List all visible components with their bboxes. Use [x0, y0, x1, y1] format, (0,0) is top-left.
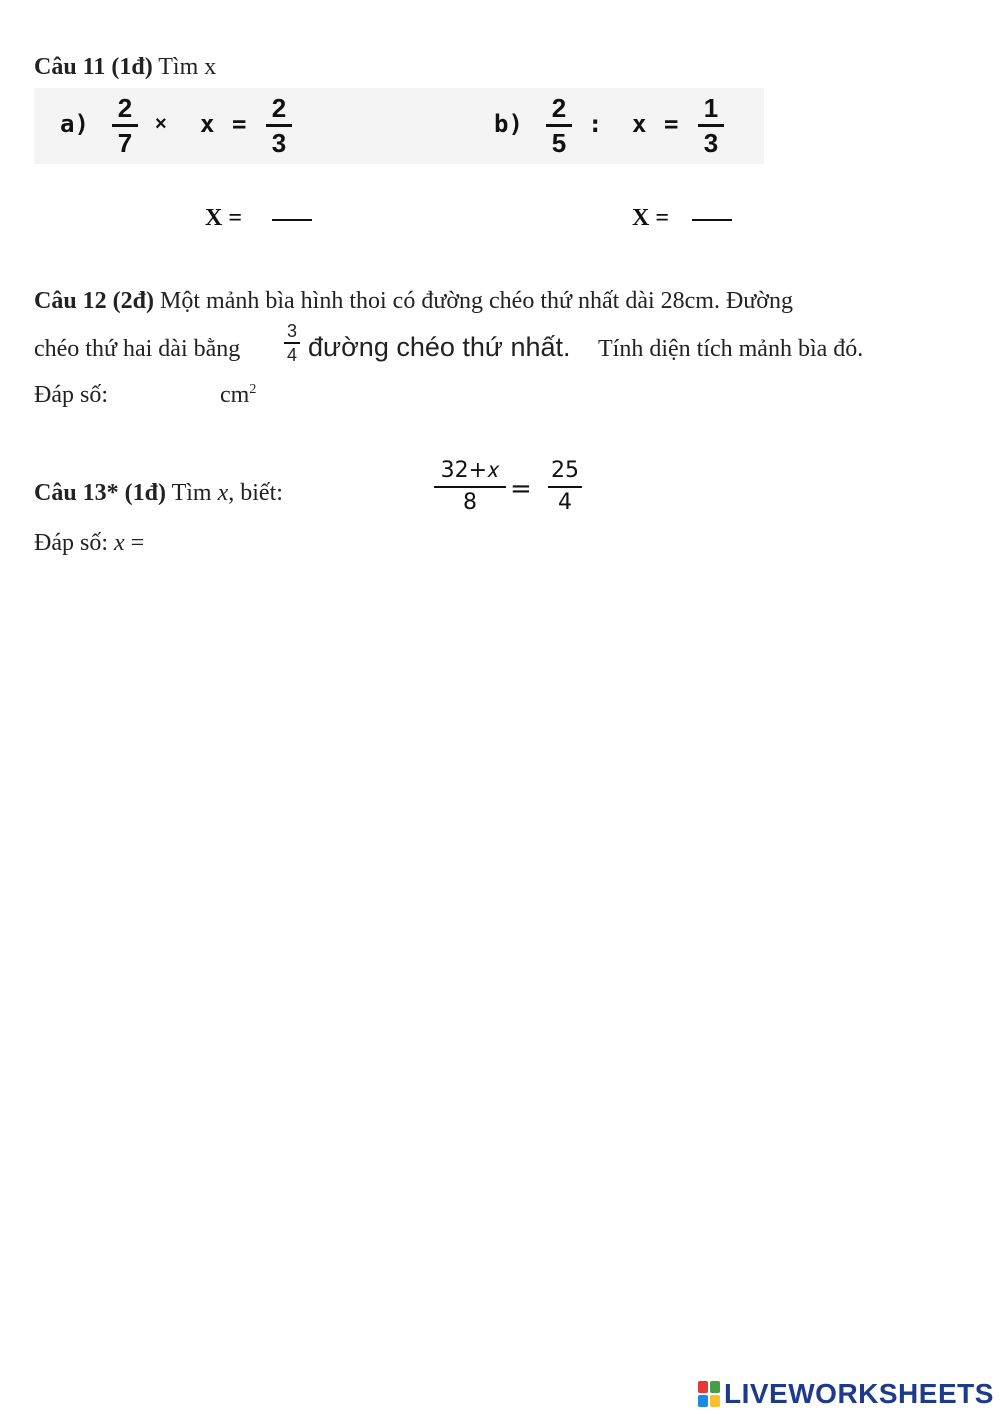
part-a-fraction-2 — [266, 95, 292, 156]
question-13-answer-variable: x — [114, 530, 125, 556]
question-12-unit — [220, 382, 256, 409]
question-11-equations-band — [34, 88, 764, 164]
fraction-numerator: 1 — [703, 93, 719, 123]
question-13-variable: x — [217, 480, 229, 506]
part-b-equals: = — [664, 110, 679, 138]
liveworksheets-logo — [698, 1378, 994, 1410]
fraction-numerator: 32+𝑥 — [440, 458, 500, 483]
equation-right-fraction — [548, 460, 582, 514]
divide-sign: : — [588, 110, 603, 138]
fraction-numerator: 25 — [551, 458, 579, 483]
fraction-numerator: 3 — [286, 321, 297, 341]
unit-text: cm — [220, 382, 250, 408]
question-12-text-1: Một mảnh bìa hình thoi có đường chéo thứ nhất dài 28cm. Đường — [160, 288, 793, 314]
fraction-bar — [434, 486, 506, 488]
liveworksheets-mark-icon — [698, 1381, 720, 1407]
question-12-line-2-end: Tính diện tích mảnh bìa đó. — [598, 336, 864, 362]
question-12-fraction — [284, 322, 300, 364]
question-13-text-2: , biết: — [228, 480, 283, 506]
fraction-bar — [548, 486, 582, 488]
fraction-numerator: 2 — [271, 93, 287, 123]
question-11-number: Câu 11 (1đ) — [34, 54, 153, 80]
part-a-equals: = — [232, 110, 247, 138]
fraction-bar — [284, 342, 300, 344]
question-11-text: Tìm x — [158, 54, 217, 80]
question-13-number: Câu 13* (1đ) — [34, 480, 167, 506]
fraction-denominator: 7 — [117, 127, 133, 158]
question-12-line-2-start: chéo thứ hai dài bằng — [34, 336, 241, 362]
question-12-number: Câu 12 (2đ) — [34, 288, 155, 314]
fraction-denominator: 4 — [558, 490, 572, 515]
part-b-variable: x — [632, 110, 647, 138]
question-13-answer-label: Đáp số: — [34, 530, 108, 556]
fraction-denominator: 8 — [463, 490, 477, 515]
part-a-fraction-1 — [112, 95, 138, 156]
question-12-line-1 — [34, 288, 793, 315]
fraction-denominator: 5 — [551, 127, 567, 158]
question-13-answer-input[interactable] — [172, 528, 262, 558]
fraction-numerator: 2 — [117, 93, 133, 123]
equation-equals: = — [510, 474, 532, 504]
fraction-denominator: 3 — [703, 127, 719, 158]
part-a-label: a) — [60, 110, 89, 138]
fraction-bar — [546, 124, 572, 127]
answer-b-fraction-blank[interactable] — [692, 219, 732, 221]
fraction-numerator: 2 — [551, 93, 567, 123]
unit-exponent: 2 — [249, 382, 257, 397]
part-a-variable: x — [200, 110, 215, 138]
question-13-text-1: Tìm — [171, 480, 212, 506]
fraction-bar — [112, 124, 138, 127]
question-12-line-2-emphasis: đường chéo thứ nhất. — [308, 332, 571, 362]
question-13-answer-equals: = — [130, 530, 145, 556]
fraction-denominator: 4 — [286, 344, 297, 365]
equation-left-fraction — [434, 460, 506, 514]
answer-a-fraction-blank[interactable] — [272, 219, 312, 221]
brand-name: LIVEWORKSHEETS — [724, 1378, 994, 1409]
part-b-fraction-2 — [698, 95, 724, 156]
part-b-fraction-1 — [546, 95, 572, 156]
question-11-title — [34, 54, 216, 81]
fraction-denominator: 3 — [271, 127, 287, 158]
part-b-label: b) — [494, 110, 523, 138]
multiply-sign: × — [155, 113, 167, 135]
question-13-answer — [34, 530, 144, 557]
answer-a-label: X = — [205, 205, 243, 231]
question-12-answer-input[interactable] — [128, 380, 216, 410]
answer-b-label: X = — [632, 205, 670, 231]
question-13-title — [34, 480, 283, 507]
fraction-bar — [266, 124, 292, 127]
fraction-bar — [698, 124, 724, 127]
question-12-answer-label: Đáp số: — [34, 382, 108, 408]
